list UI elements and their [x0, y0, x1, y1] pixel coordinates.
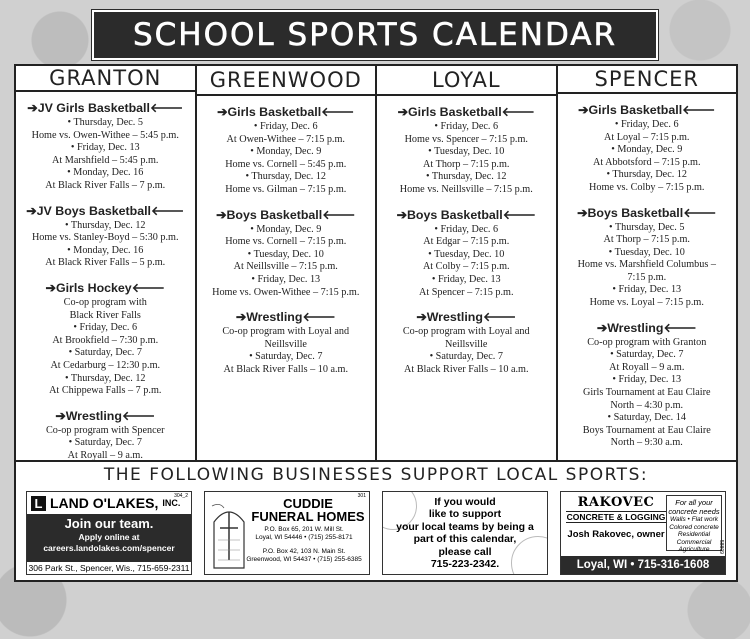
sport-title-text: JV Boys Basketball	[36, 203, 151, 218]
event-line: • Saturday, Dec. 7	[429, 351, 503, 363]
promo-message	[396, 496, 534, 571]
event-line: At Marshfield – 5:45 p.m.	[52, 154, 159, 166]
arrow-right-icon: ➔	[216, 207, 227, 222]
sport-title-text: Boys Basketball	[226, 207, 323, 222]
event-line: • Monday, Dec. 16	[67, 244, 144, 256]
event-line: • Friday, Dec. 6	[73, 322, 138, 334]
event-line: • Monday, Dec. 9	[250, 146, 322, 158]
page-title: SCHOOL SPORTS CALENDAR	[132, 17, 618, 53]
ad-brand: CUDDIE FUNERAL HOMES	[251, 496, 365, 524]
service-item: Commercial	[676, 538, 712, 546]
arrow-right-icon: ➔	[416, 310, 427, 325]
promo-line: like to support	[428, 508, 502, 520]
arrow-right-icon: ➔	[596, 320, 608, 335]
ad-code: 58899	[718, 540, 724, 554]
promo-line: your local teams by being a	[396, 520, 534, 533]
event-line: • Thursday, Dec. 12	[64, 219, 146, 231]
event-line: At Neillsville – 7:15 p.m.	[233, 261, 338, 273]
services-box: For all your concrete needs Walls • Flat work Colored concrete Residential Commercial Agriculture	[666, 495, 722, 551]
event-line: At Black River Falls – 7 p.m.	[45, 179, 166, 191]
sport-block	[20, 408, 191, 463]
event-line: At Chippewa Falls – 7 p.m.	[49, 385, 162, 397]
event-line: • Saturday, Dec. 7	[68, 437, 142, 449]
ad-brand: RAKOVEC	[577, 495, 655, 510]
event-line: • Friday, Dec. 13	[612, 374, 682, 386]
school-name: GRANTON	[16, 66, 195, 92]
sport-title	[381, 207, 552, 223]
event-line: • Thursday, Dec. 12	[64, 372, 146, 384]
arrow-right-icon: ➔	[396, 207, 407, 222]
event-line: • Thursday, Dec. 12	[245, 171, 327, 183]
event-line: Home vs. Owen-Withee – 7:15 p.m.	[212, 286, 360, 298]
event-line: Co-op program with	[63, 296, 147, 308]
sport-block	[20, 280, 191, 398]
school-column-loyal	[377, 66, 558, 460]
arrow-right-icon: ➔	[397, 105, 408, 119]
arrow-left-icon: 🡐	[683, 204, 717, 220]
arrow-left-icon: 🡐	[502, 206, 536, 222]
sport-block	[201, 104, 372, 197]
sport-title	[562, 102, 733, 118]
sport-title	[20, 408, 191, 424]
event-line: • Saturday, Dec. 7	[610, 349, 684, 361]
school-schedule	[197, 96, 376, 387]
event-line: • Thursday, Dec. 12	[425, 171, 507, 183]
sport-title-text: Wrestling	[607, 320, 664, 335]
event-line: Home vs. Marshfield Columbus –	[577, 259, 716, 271]
school-schedule	[377, 96, 556, 387]
event-line: North – 9:30 a.m.	[610, 437, 683, 449]
sport-title	[20, 203, 191, 219]
service-item: Colored concrete	[669, 523, 719, 531]
event-line: Co-op program with Loyal and	[222, 326, 350, 338]
event-line: • Friday, Dec. 6	[434, 121, 499, 132]
event-line: • Saturday, Dec. 7	[68, 347, 142, 359]
sport-block	[381, 309, 552, 376]
ad-promo	[382, 491, 548, 575]
event-line: • Saturday, Dec. 14	[607, 412, 686, 424]
event-line: At Black River Falls – 10 a.m.	[223, 363, 348, 375]
school-column-greenwood	[197, 66, 378, 460]
event-line: • Thursday, Dec. 12	[606, 169, 688, 181]
sport-block	[20, 203, 191, 270]
event-line: • Friday, Dec. 6	[614, 118, 679, 130]
event-line: At Thorp – 7:15 p.m.	[603, 234, 690, 246]
sport-title-text: Wrestling	[426, 310, 483, 325]
ad-brand-sub: CONCRETE & LOGGING	[566, 512, 666, 522]
event-line: North – 4:30 p.m.	[610, 399, 684, 411]
school-name: GREENWOOD	[197, 66, 376, 96]
arrow-left-icon: 🡐	[482, 309, 517, 325]
promo-line: part of this calendar,	[413, 533, 517, 545]
service-item: Walls • Flat work	[669, 516, 719, 523]
promo-line: 715-223-2342.	[430, 558, 500, 570]
event-line: • Friday, Dec. 13	[612, 284, 682, 296]
arrow-right-icon: ➔	[577, 205, 588, 220]
ad-address-greenwood: P.O. Box 42, 103 N. Main St. Greenwood, WI 54437 • (715) 255-6385	[246, 548, 362, 563]
ad-code: 304_2	[174, 493, 188, 499]
arrow-left-icon: 🡐	[321, 104, 355, 119]
promo-line: please call	[438, 545, 492, 558]
sport-title-text: Boys Basketball	[406, 207, 503, 222]
event-line: • Thursday, Dec. 5	[609, 221, 685, 233]
service-item: Agriculture	[678, 546, 710, 553]
event-line: At Royall – 9 a.m.	[609, 361, 685, 373]
event-line: At Loyal – 7:15 p.m.	[604, 131, 690, 143]
ad-address: 306 Park St., Spencer, Wis., 715-659-2311	[28, 563, 190, 573]
arrow-left-icon: 🡐	[682, 101, 716, 117]
event-line: • Monday, Dec. 9	[250, 223, 322, 235]
sport-block	[20, 100, 191, 193]
sport-title	[201, 207, 372, 223]
event-line: Boys Tournament at Eau Claire	[582, 424, 711, 436]
arrow-left-icon: 🡐	[663, 319, 697, 335]
event-line: • Friday, Dec. 13	[251, 273, 321, 285]
arrow-right-icon: ➔	[235, 310, 247, 325]
sport-block	[201, 309, 372, 376]
event-line: Home vs. Cornell – 7:15 p.m.	[225, 236, 347, 248]
event-line: Home vs. Colby – 7:15 p.m.	[589, 181, 705, 193]
school-schedule	[16, 92, 195, 472]
ad-careers-url: careers.landolakes.com/spencer	[43, 543, 175, 553]
sport-block	[562, 205, 733, 310]
event-line: At Cedarburg – 12:30 p.m.	[50, 359, 161, 371]
sport-block	[381, 207, 552, 300]
sport-title	[20, 280, 191, 296]
school-column-granton	[16, 66, 197, 460]
event-line: • Friday, Dec. 13	[431, 273, 501, 285]
event-line: Home vs. Owen-Withee – 5:45 p.m.	[31, 129, 179, 141]
ad-rakovec	[560, 491, 726, 575]
event-line: Home vs. Spencer – 7:15 p.m.	[404, 133, 528, 145]
ad-address-loyal: P.O. Box 65, 201 W. Mill St. Loyal, WI 54446 • (715) 255-8171	[255, 526, 353, 541]
ad-brand: LAND O'LAKES,	[50, 495, 159, 511]
ad-phone: Loyal, WI • 715-316-1608	[561, 556, 725, 574]
event-line: • Saturday, Dec. 7	[249, 351, 323, 363]
arrow-right-icon: ➔	[45, 280, 56, 295]
event-line: • Tuesday, Dec. 10	[428, 146, 505, 158]
title-banner	[92, 10, 658, 60]
sport-title	[381, 104, 552, 120]
event-line: At Black River Falls – 10 a.m.	[404, 363, 529, 375]
school-name: SPENCER	[558, 66, 737, 94]
sport-block	[381, 104, 552, 197]
event-line: Girls Tournament at Eau Claire	[582, 387, 711, 399]
arrow-left-icon: 🡐	[322, 206, 356, 222]
sport-block	[562, 320, 733, 450]
event-line: Home vs. Cornell – 5:45 p.m.	[225, 158, 347, 170]
sport-title-text: Wrestling	[246, 310, 303, 325]
sport-title	[201, 309, 372, 325]
arrow-left-icon: 🡐	[501, 104, 535, 119]
event-line: Co-op program with Loyal and	[402, 326, 530, 338]
event-line: At Edgar – 7:15 p.m.	[423, 236, 510, 248]
sport-title	[562, 320, 733, 336]
event-line: • Tuesday, Dec. 10	[428, 248, 505, 260]
sport-title-text: Girls Basketball	[227, 105, 322, 119]
event-line: • Tuesday, Dec. 10	[608, 246, 685, 258]
event-line: At Black River Falls – 5 p.m.	[45, 257, 166, 269]
school-column-spencer	[558, 66, 737, 460]
ad-apply-text: Apply online at	[78, 532, 140, 542]
event-line: Black River Falls	[69, 309, 141, 321]
sport-title	[381, 309, 552, 325]
arrow-right-icon: ➔	[26, 203, 37, 218]
event-line: At Colby – 7:15 p.m.	[422, 261, 510, 273]
sport-title	[20, 100, 191, 116]
event-line: At Owen-Withee – 7:15 p.m.	[226, 133, 345, 145]
sponsor-section	[14, 462, 738, 582]
event-line: Co-op program with Granton	[587, 336, 707, 348]
event-line: 7:15 p.m.	[627, 271, 667, 283]
event-line: Home vs. Gilman – 7:15 p.m.	[225, 183, 347, 195]
ad-cuddie-funeral-homes	[204, 491, 370, 575]
ad-land-o-lakes	[26, 491, 192, 575]
event-line: • Tuesday, Dec. 10	[247, 248, 324, 260]
arrow-left-icon: 🡐	[150, 202, 185, 218]
sport-block	[201, 207, 372, 300]
sport-title-text: Girls Basketball	[588, 102, 683, 117]
event-line: • Monday, Dec. 9	[611, 144, 683, 156]
event-line: • Friday, Dec. 13	[70, 142, 140, 154]
event-line: Neillsville	[445, 338, 488, 350]
sport-title	[562, 205, 733, 221]
event-line: • Monday, Dec. 16	[67, 167, 144, 179]
event-line: Home vs. Loyal – 7:15 p.m.	[589, 297, 704, 309]
ad-owner: Josh Rakovec, owner	[567, 529, 665, 540]
sport-title-text: Girls Hockey	[55, 280, 132, 295]
event-line: • Thursday, Dec. 5	[67, 117, 143, 128]
event-line: Home vs. Neillsville – 7:15 p.m.	[399, 183, 533, 195]
arrow-right-icon: ➔	[55, 408, 66, 423]
event-line: Home vs. Stanley-Boyd – 5:30 p.m.	[31, 232, 179, 244]
event-line: Neillsville	[264, 338, 307, 350]
event-line: At Royall – 9 a.m.	[67, 449, 143, 461]
event-line: At Thorp – 7:15 p.m.	[423, 158, 510, 170]
sponsor-heading: THE FOLLOWING BUSINESSES SUPPORT LOCAL SPORTS:	[103, 465, 649, 485]
event-line: At Abbotsford – 7:15 p.m.	[592, 156, 701, 168]
event-line: • Friday, Dec. 6	[253, 121, 318, 132]
sport-block	[562, 102, 733, 195]
ad-headline: Join our team.	[64, 516, 154, 531]
arrow-left-icon: 🡐	[131, 279, 165, 295]
school-name: LOYAL	[377, 66, 556, 96]
arrow-right-icon: ➔	[27, 101, 38, 115]
arrow-left-icon: 🡐	[302, 309, 336, 325]
event-line: Co-op program with Spencer	[45, 424, 165, 436]
arrow-right-icon: ➔	[578, 102, 589, 117]
sport-title-text: Wrestling	[65, 408, 122, 423]
event-line: At Spencer – 7:15 p.m.	[418, 286, 514, 298]
calendar-board	[14, 64, 738, 462]
service-item: Residential	[677, 531, 711, 538]
sport-title-text: Boys Basketball	[587, 205, 684, 220]
promo-line: If you would	[434, 495, 496, 508]
sport-title-text: JV Girls Basketball	[37, 101, 150, 115]
arrow-right-icon: ➔	[217, 105, 228, 119]
arrow-left-icon: 🡐	[149, 100, 184, 115]
event-line: • Friday, Dec. 6	[434, 223, 499, 235]
school-schedule	[558, 94, 737, 460]
event-line: At Brookfield – 7:30 p.m.	[52, 334, 159, 346]
sport-title-text: Girls Basketball	[407, 105, 502, 119]
ad-code: 301	[357, 493, 366, 499]
sport-title	[201, 104, 372, 120]
arrow-left-icon: 🡐	[121, 407, 156, 423]
land-o-lakes-logo-icon: L	[31, 496, 46, 511]
ad-brand-suffix: INC.	[162, 498, 181, 508]
